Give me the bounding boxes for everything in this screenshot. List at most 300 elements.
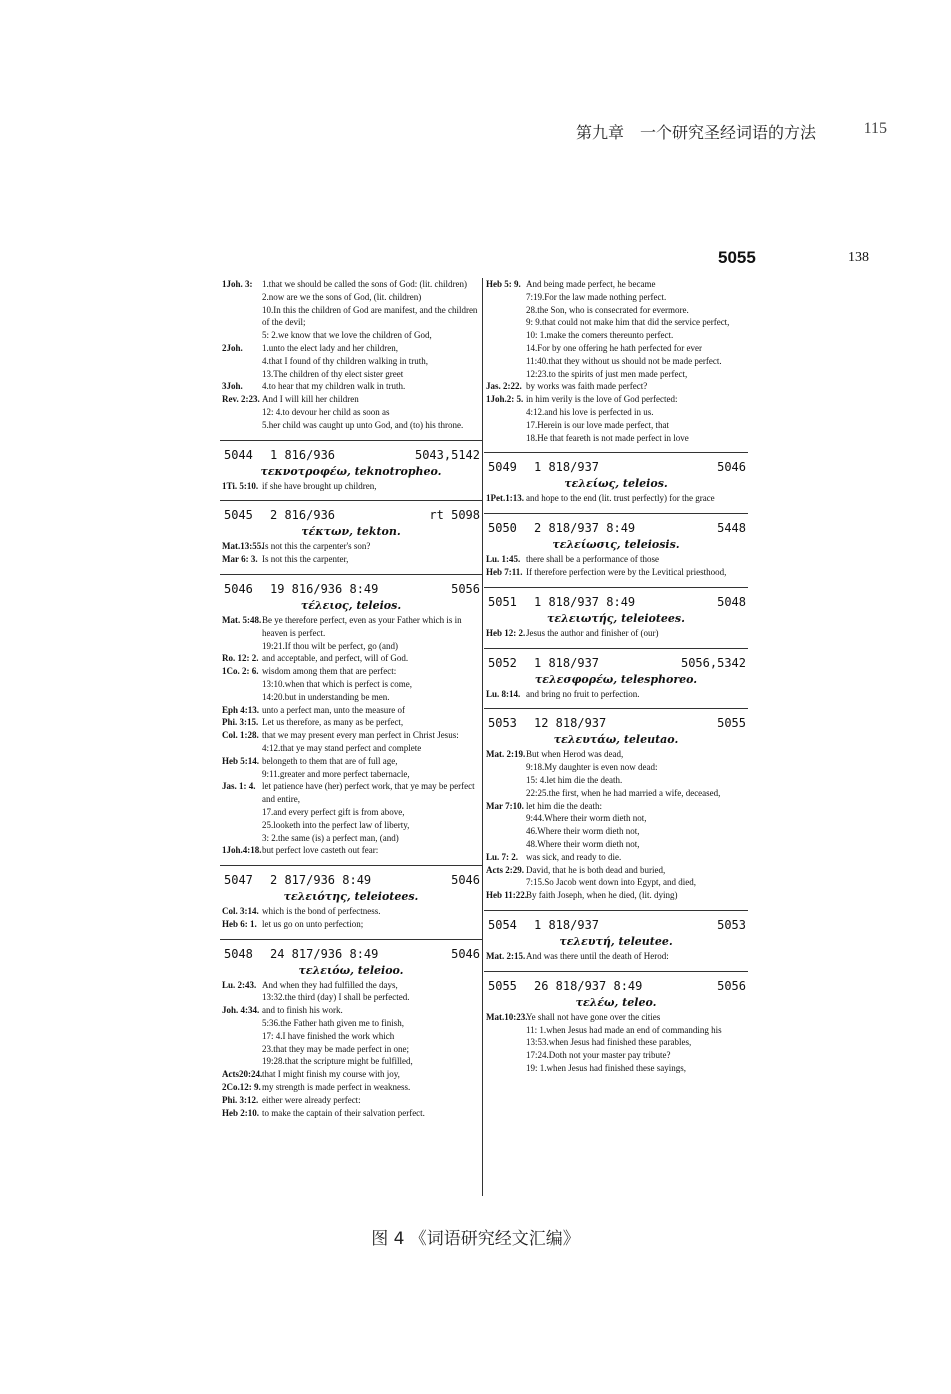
reference-line: [486, 761, 746, 774]
reference-list: [222, 278, 480, 432]
reference-text: 9: 9.that could not make him that did the service perfect,: [526, 317, 730, 328]
reference-line: [222, 832, 480, 845]
reference-text: Be ye therefore perfect, even as your Father which is in heaven is perfect.: [262, 614, 462, 638]
reference-book: Mat. 2:19.: [486, 749, 526, 760]
reference-book: Mat.10:23.: [486, 1011, 528, 1022]
entry-related: 5046: [451, 873, 480, 888]
reference-list: [486, 278, 746, 444]
entry-related: 5046: [717, 460, 746, 475]
entry-divider: [484, 708, 748, 709]
reference-line: [222, 1068, 480, 1081]
reference-text: And when they had fulfilled the days,: [262, 979, 398, 990]
reference-book: Mar 7:10.: [486, 800, 524, 811]
reference-text: my strength is made perfect in weakness.: [262, 1082, 411, 1093]
entry-greek-word: τελευτάω, teleutao.: [553, 733, 679, 747]
reference-line: [222, 780, 480, 806]
reference-line: [222, 729, 480, 742]
reference-line: [222, 1107, 480, 1120]
reference-text: 4.that I found of thy children walking in truth,: [262, 355, 428, 366]
entry-divider: [484, 648, 748, 649]
reference-text: 18.He that feareth is not made perfect in love: [526, 432, 689, 443]
entry-related: 5056,5342: [680, 655, 746, 670]
entry-header: [486, 593, 746, 611]
column-divider: [482, 278, 483, 1196]
reference-book: 2Joh.: [222, 342, 243, 353]
entry-related: 5048: [717, 594, 746, 609]
reference-list: [222, 905, 480, 931]
concordance-figure: [222, 248, 874, 1200]
reference-book: 1Ti. 5:10.: [222, 480, 259, 491]
entry-related: 5053: [717, 917, 746, 932]
reference-line: [486, 889, 746, 902]
entry-related: 5056: [717, 978, 746, 993]
reference-text: which is the bond of perfectness.: [262, 906, 381, 917]
reference-line: [486, 748, 746, 761]
reference-list: [486, 688, 746, 701]
reference-list: [222, 540, 480, 566]
reference-text: 11:40.that they without us should not be made perfect.: [526, 355, 722, 366]
reference-line: [222, 1017, 480, 1030]
entry-greek-word: τελείωσις, teleiosis.: [552, 538, 680, 552]
reference-text: Is not this the carpenter,: [262, 554, 349, 565]
reference-line: [486, 1036, 746, 1049]
reference-text: 13.The children of thy elect sister greet: [262, 368, 404, 379]
reference-book: Col. 3:14.: [222, 906, 259, 917]
entry-greek-word: τελεσφορέω, telesphoreo.: [534, 672, 698, 686]
reference-book: Mat. 2:15.: [486, 950, 526, 961]
reference-book: 1Joh.2: 5.: [486, 394, 524, 405]
reference-line: [222, 1043, 480, 1056]
left-column: [222, 278, 480, 1119]
reference-line: [222, 278, 480, 291]
reference-line: [222, 1030, 480, 1043]
lexicon-entry: [486, 452, 746, 505]
entry-number: 5048: [224, 946, 253, 961]
reference-text: there shall be a performance of those: [526, 554, 659, 565]
reference-line: [486, 291, 746, 304]
reference-text: 14:20.but in understanding be men.: [262, 691, 390, 702]
reference-text: Jesus the author and finisher of (our): [526, 627, 659, 638]
entry-related: rt 5098: [429, 508, 480, 523]
reference-line: [222, 652, 480, 665]
reference-text: 17.Herein is our love made perfect, that: [526, 419, 669, 430]
reference-book: Ro. 12: 2.: [222, 653, 259, 664]
entry-greek-word: τελευτή, teleutee.: [559, 934, 673, 948]
reference-text: and hope to the end (lit. trust perfectly) for the grace: [526, 493, 715, 504]
entry-divider: [220, 500, 482, 501]
entry-frequency: 2 816/936: [270, 508, 336, 523]
entry-greek-word: τελειωτής, teleiotees.: [547, 611, 685, 625]
reference-book: Heb 7:11.: [486, 566, 523, 577]
reference-book: Jas. 1: 4.: [222, 781, 256, 792]
right-column: [486, 278, 746, 1075]
reference-text: 23.that they may be made perfect in one;: [262, 1043, 409, 1054]
reference-text: David, that he is both dead and buried,: [526, 864, 666, 875]
reference-book: Mar 6: 3.: [222, 554, 258, 565]
entry-divider: [484, 452, 748, 453]
reference-text: to make the captain of their salvation perfect.: [262, 1107, 425, 1118]
reference-text: wisdom among them that are perfect:: [262, 666, 397, 677]
entry-frequency: 1 818/937: [534, 655, 600, 670]
reference-line: [486, 950, 746, 963]
reference-book: Lu. 1:45.: [486, 554, 521, 565]
reference-text: 17: 4.I have finished the work which: [262, 1030, 395, 1041]
reference-book: Heb 11:22.: [486, 890, 528, 901]
entry-frequency: 12 818/937: [534, 716, 607, 731]
figure-caption: 图 4 《词语研究经文汇编》: [371, 1229, 580, 1249]
reference-text: in him verily is the love of God perfected:: [526, 394, 678, 405]
reference-line: [486, 553, 746, 566]
entry-frequency: 2 817/936 8:49: [270, 873, 372, 888]
original-page-number: 138: [848, 250, 869, 265]
reference-line: [222, 678, 480, 691]
reference-line: [486, 787, 746, 800]
entry-header: [486, 519, 746, 537]
reference-text: 25.looketh into the perfect law of liberty,: [262, 819, 410, 830]
reference-line: [222, 742, 480, 755]
reference-book: Heb 2:10.: [222, 1107, 259, 1118]
reference-text: 28.the Son, who is consecrated for evermore.: [526, 304, 689, 315]
strong-number: 5055: [718, 248, 756, 267]
entry-number: 5046: [224, 581, 253, 596]
entry-header: [222, 506, 480, 524]
reference-line: [222, 918, 480, 931]
reference-book: Lu. 8:14.: [486, 688, 521, 699]
lexicon-entry: [486, 971, 746, 1075]
reference-text: 1.unto the elect lady and her children,: [262, 342, 398, 353]
reference-book: 2Co.12: 9.: [222, 1082, 261, 1093]
reference-text: And was there until the death of Herod:: [526, 950, 669, 961]
entry-frequency: 1 818/937: [534, 917, 600, 932]
reference-line: [486, 380, 746, 393]
reference-book: Acts 2:29.: [486, 864, 524, 875]
entry-number: 5052: [488, 655, 517, 670]
entry-greek-word: τεκνοτροφέω, teknotropheo.: [260, 464, 442, 478]
reference-text: by works was faith made perfect?: [526, 381, 648, 392]
reference-text: Ye shall not have gone over the cities: [526, 1011, 661, 1022]
reference-line: [486, 329, 746, 342]
reference-text: but perfect love casteth out fear:: [262, 845, 379, 856]
reference-text: 7:19.For the law made nothing perfect.: [526, 291, 667, 302]
entry-number: 5053: [488, 716, 517, 731]
reference-book: Joh. 4:34.: [222, 1005, 260, 1016]
reference-text: that I might finish my course with joy,: [262, 1069, 400, 1080]
reference-line: [222, 393, 480, 406]
reference-line: [222, 905, 480, 918]
lexicon-entry: [486, 708, 746, 902]
reference-book: Phi. 3:12.: [222, 1094, 259, 1105]
entry-header: [486, 977, 746, 995]
reference-line: [486, 800, 746, 813]
reference-line: [222, 419, 480, 432]
entry-header: [486, 458, 746, 476]
reference-line: [486, 864, 746, 877]
reference-text: But when Herod was dead,: [526, 749, 624, 760]
reference-line: [486, 492, 746, 505]
entry-header: [222, 945, 480, 963]
reference-text: and acceptable, and perfect, will of God.: [262, 653, 409, 664]
entry-number: 5051: [488, 594, 517, 609]
lexicon-entry: [222, 440, 480, 493]
reference-text: 4:12.that ye may stand perfect and complete: [262, 742, 422, 753]
reference-text: that we may present every man perfect in Christ Jesus:: [262, 730, 459, 741]
reference-book: Col. 1:28.: [222, 730, 259, 741]
entry-greek-word: τελείως, teleios.: [564, 477, 668, 491]
reference-text: let patience have (her) perfect work, that ye may be perfect and entire,: [262, 781, 475, 805]
entry-divider: [220, 939, 482, 940]
reference-text: belongeth to them that are of full age,: [262, 755, 398, 766]
reference-text: 2.now are we the sons of God, (lit. children): [262, 291, 422, 302]
reference-text: 11: 1.when Jesus had made an end of commanding his: [526, 1024, 722, 1035]
entry-divider: [484, 971, 748, 972]
entry-number: 5047: [224, 873, 253, 888]
reference-text: 5.her child was caught up unto God, and (to) his throne.: [262, 419, 464, 430]
entry-greek-word: τέκτων, tekton.: [301, 525, 401, 539]
reference-book: 3Joh.: [222, 381, 243, 392]
reference-text: 9:11.greater and more perfect tabernacle,: [262, 768, 410, 779]
entry-header: [486, 714, 746, 732]
lexicon-entry: [222, 500, 480, 566]
entry-header: [486, 654, 746, 672]
reference-text: 12:23.to the spirits of just men made perfect,: [526, 368, 688, 379]
reference-book: Eph 4:13.: [222, 704, 260, 715]
reference-text: 13:32.the third (day) I shall be perfected.: [262, 992, 410, 1003]
reference-line: [222, 1094, 480, 1107]
reference-line: [486, 566, 746, 579]
reference-text: And being made perfect, he became: [526, 279, 656, 289]
reference-line: [486, 316, 746, 329]
reference-line: [222, 329, 480, 342]
reference-line: [486, 1011, 746, 1024]
reference-text: 13:10.when that which is perfect is come,: [262, 678, 412, 689]
reference-line: [222, 640, 480, 653]
reference-book: 1Co. 2: 6.: [222, 666, 259, 677]
reference-line: [222, 991, 480, 1004]
reference-book: Lu. 2:43.: [222, 979, 257, 990]
reference-text: 19:28.that the scripture might be fulfilled,: [262, 1056, 413, 1067]
reference-line: [222, 1004, 480, 1017]
entry-related: 5448: [717, 521, 746, 536]
reference-line: [222, 355, 480, 368]
reference-line: [486, 355, 746, 368]
entry-related: 5046: [451, 946, 480, 961]
reference-text: 17:24.Doth not your master pay tribute?: [526, 1050, 671, 1061]
reference-line: [222, 291, 480, 304]
lexicon-entry: [222, 865, 480, 931]
entry-number: 5049: [488, 460, 517, 475]
reference-text: 4:12.and his love is perfected in us.: [526, 406, 654, 417]
reference-text: 5:36.the Father hath given me to finish,: [262, 1018, 404, 1029]
reference-line: [486, 278, 746, 291]
reference-text: 22:25.the first, when he had married a wife, deceased,: [526, 787, 721, 798]
entry-greek-word: τελειότης, teleiotees.: [283, 890, 419, 904]
entry-number: 5044: [224, 447, 253, 462]
reference-text: let him die the death:: [526, 800, 602, 811]
entry-frequency: 1 816/936: [270, 447, 336, 462]
lexicon-entry: [222, 574, 480, 857]
reference-line: [486, 406, 746, 419]
entry-frequency: 2 818/937 8:49: [534, 521, 636, 536]
reference-line: [222, 665, 480, 678]
reference-text: was sick, and ready to die.: [526, 851, 622, 862]
lexicon-entry: [222, 939, 480, 1120]
reference-book: 1Pet.1:13.: [486, 493, 524, 504]
page-number: 115: [863, 120, 887, 137]
reference-line: [222, 406, 480, 419]
lexicon-entry: [486, 513, 746, 579]
reference-line: [222, 480, 480, 493]
reference-text: Is not this the carpenter's son?: [262, 541, 371, 552]
reference-line: [222, 614, 480, 640]
entry-header: [486, 916, 746, 934]
entry-header: [222, 446, 480, 464]
reference-line: [222, 691, 480, 704]
reference-line: [486, 838, 746, 851]
reference-book: Mat. 5:48.: [222, 614, 262, 625]
reference-text: either were already perfect:: [262, 1094, 361, 1105]
reference-book: 1Joh. 3:: [222, 279, 253, 289]
entry-number: 5055: [488, 978, 517, 993]
entry-divider: [484, 587, 748, 588]
reference-line: [486, 688, 746, 701]
entry-frequency: 1 818/937 8:49: [534, 594, 636, 609]
entry-number: 5050: [488, 521, 517, 536]
reference-text: 3: 2.the same (is) a perfect man, (and): [262, 832, 399, 843]
reference-line: [486, 342, 746, 355]
reference-line: [222, 819, 480, 832]
reference-line: [486, 627, 746, 640]
reference-text: 10.In this the children of God are manifest, and the children of the devil;: [262, 304, 478, 328]
reference-line: [222, 1055, 480, 1068]
reference-text: 10: 1.make the comers thereunto perfect.: [526, 330, 674, 341]
reference-text: 9:18.My daughter is even now dead:: [526, 762, 658, 773]
reference-line: [222, 304, 480, 330]
reference-line: [222, 704, 480, 717]
lexicon-entry: [486, 648, 746, 701]
reference-line: [222, 1081, 480, 1094]
reference-line: [222, 806, 480, 819]
reference-text: 48.Where their worm dieth not,: [526, 838, 640, 849]
reference-text: 5: 2.we know that we love the children of God,: [262, 330, 432, 341]
reference-text: 19: 1.when Jesus had finished these sayings,: [526, 1062, 686, 1073]
reference-text: and bring no fruit to perfection.: [526, 688, 640, 699]
reference-book: Mat.13:55.: [222, 541, 264, 552]
reference-text: 13:53.when Jesus had finished these parables,: [526, 1037, 692, 1048]
entry-divider: [484, 910, 748, 911]
entry-number: 5045: [224, 508, 253, 523]
reference-text: If therefore perfection were by the Levitical priesthood,: [526, 566, 727, 577]
reference-text: let us go on unto perfection;: [262, 918, 364, 929]
entry-frequency: 26 818/937 8:49: [534, 978, 643, 993]
reference-text: 14.For by one offering he hath perfected for ever: [526, 342, 703, 353]
reference-line: [486, 393, 746, 406]
reference-text: 15: 4.let him die the death.: [526, 774, 623, 785]
reference-list: [486, 553, 746, 579]
reference-list: [486, 748, 746, 902]
reference-book: Heb 6: 1.: [222, 918, 257, 929]
reference-text: 9:44.Where their worm dieth not,: [526, 813, 647, 824]
entry-divider: [220, 865, 482, 866]
reference-text: 17.and every perfect gift is from above,: [262, 806, 405, 817]
reference-list: [222, 614, 480, 857]
entry-greek-word: τέλειος, teleios.: [300, 598, 402, 612]
chapter-title: 第九章 一个研究圣经词语的方法: [575, 123, 816, 142]
entry-frequency: 19 816/936 8:49: [270, 581, 379, 596]
entry-header: [222, 871, 480, 889]
page-header: [0, 120, 951, 144]
reference-text: 4.to hear that my children walk in truth.: [262, 381, 406, 392]
reference-line: [222, 540, 480, 553]
reference-book: Acts20:24.: [222, 1069, 263, 1080]
reference-book: Lu. 7: 2.: [486, 851, 519, 862]
reference-list: [486, 950, 746, 963]
lexicon-entry: [486, 910, 746, 963]
reference-line: [486, 432, 746, 445]
reference-list: [222, 979, 480, 1120]
reference-text: 46.Where their worm dieth not,: [526, 826, 640, 837]
reference-book: Heb 5:14.: [222, 755, 259, 766]
entry-header: [222, 580, 480, 598]
reference-book: Heb 5: 9.: [486, 279, 521, 289]
reference-line: [222, 553, 480, 566]
reference-book: Jas. 2:22.: [486, 381, 522, 392]
reference-line: [222, 342, 480, 355]
entry-divider: [220, 574, 482, 575]
reference-line: [486, 368, 746, 381]
reference-line: [486, 304, 746, 317]
entry-frequency: 1 818/937: [534, 460, 600, 475]
reference-text: and to finish his work.: [262, 1005, 343, 1016]
reference-list: [486, 1011, 746, 1075]
reference-line: [222, 768, 480, 781]
entry-related: 5043,5142: [414, 447, 480, 462]
reference-line: [486, 876, 746, 889]
lexicon-entry: [486, 587, 746, 640]
reference-book: 1Joh.4:18.: [222, 845, 262, 856]
reference-book: Phi. 3:15.: [222, 717, 259, 728]
reference-book: Heb 12: 2.: [486, 627, 526, 638]
reference-line: [486, 1049, 746, 1062]
reference-line: [222, 755, 480, 768]
reference-list: [486, 627, 746, 640]
reference-list: [222, 480, 480, 493]
reference-list: [486, 492, 746, 505]
reference-line: [486, 825, 746, 838]
reference-text: 19:21.If thou wilt be perfect, go (and): [262, 640, 398, 651]
entry-greek-word: τελέω, teleo.: [575, 995, 657, 1009]
reference-text: Let us therefore, as many as be perfect,: [262, 717, 404, 728]
reference-line: [486, 812, 746, 825]
reference-text: 1.that we should be called the sons of God: (lit. children): [262, 279, 467, 289]
entry-number: 5054: [488, 917, 517, 932]
entry-divider: [484, 513, 748, 514]
reference-text: 7:15.So Jacob went down into Egypt, and died,: [526, 877, 696, 888]
reference-text: 12: 4.to devour her child as soon as: [262, 406, 390, 417]
reference-line: [222, 979, 480, 992]
entry-related: 5056: [451, 581, 480, 596]
reference-line: [222, 716, 480, 729]
reference-text: And I will kill her children: [262, 394, 359, 405]
reference-text: By faith Joseph, when he died, (lit. dying): [526, 890, 678, 901]
reference-line: [486, 1062, 746, 1075]
reference-line: [486, 419, 746, 432]
reference-line: [486, 1024, 746, 1037]
reference-line: [222, 380, 480, 393]
reference-text: if she have brought up children,: [262, 480, 377, 491]
reference-line: [486, 774, 746, 787]
reference-text: unto a perfect man, unto the measure of: [262, 704, 405, 715]
reference-line: [486, 851, 746, 864]
